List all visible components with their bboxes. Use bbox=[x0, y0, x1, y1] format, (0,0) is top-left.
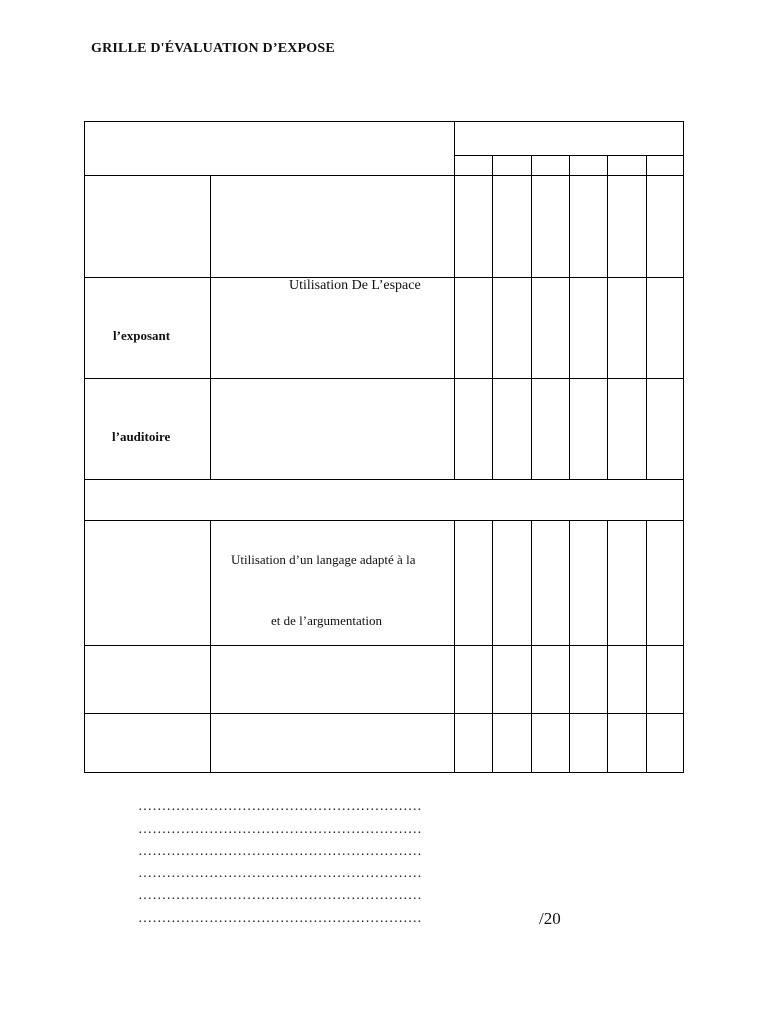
grid-line bbox=[646, 520, 647, 772]
criterion-langage-line1: Utilisation d’un langage adapté à la bbox=[231, 552, 416, 567]
grid-line bbox=[607, 520, 608, 772]
score-total: /20 bbox=[539, 909, 561, 928]
row-label-auditoire: l’auditoire bbox=[112, 429, 171, 444]
grid-line bbox=[492, 155, 493, 480]
grid-line bbox=[210, 520, 211, 772]
grid-line bbox=[492, 520, 493, 772]
grid-line bbox=[210, 175, 211, 480]
grid-line bbox=[85, 645, 683, 646]
grid-line bbox=[454, 520, 455, 772]
grid-line bbox=[85, 713, 683, 714]
grid-line bbox=[607, 155, 608, 480]
comment-line: …………………………………………………… bbox=[138, 822, 422, 837]
grid-line bbox=[85, 378, 683, 379]
grid-line bbox=[85, 479, 683, 480]
grid-line bbox=[454, 122, 455, 480]
comment-line: …………………………………………………… bbox=[138, 911, 422, 926]
comment-line: …………………………………………………… bbox=[138, 799, 422, 814]
comment-line: …………………………………………………… bbox=[138, 888, 422, 903]
comment-line: …………………………………………………… bbox=[138, 866, 422, 881]
evaluation-grid bbox=[84, 121, 684, 773]
grid-line bbox=[85, 520, 683, 521]
grid-line bbox=[646, 155, 647, 480]
comment-line: …………………………………………………… bbox=[138, 844, 422, 859]
page-title: GRILLE D'ÉVALUATION D’EXPOSE bbox=[91, 41, 335, 56]
grid-line bbox=[531, 520, 532, 772]
grid-line bbox=[569, 520, 570, 772]
grid-line bbox=[531, 155, 532, 480]
grid-line bbox=[85, 175, 683, 176]
criterion-langage-line2: et de l’argumentation bbox=[271, 613, 382, 628]
grid-line bbox=[569, 155, 570, 480]
criterion-espace: Utilisation De L’espace bbox=[289, 278, 421, 293]
row-label-exposant: l’exposant bbox=[113, 328, 171, 343]
